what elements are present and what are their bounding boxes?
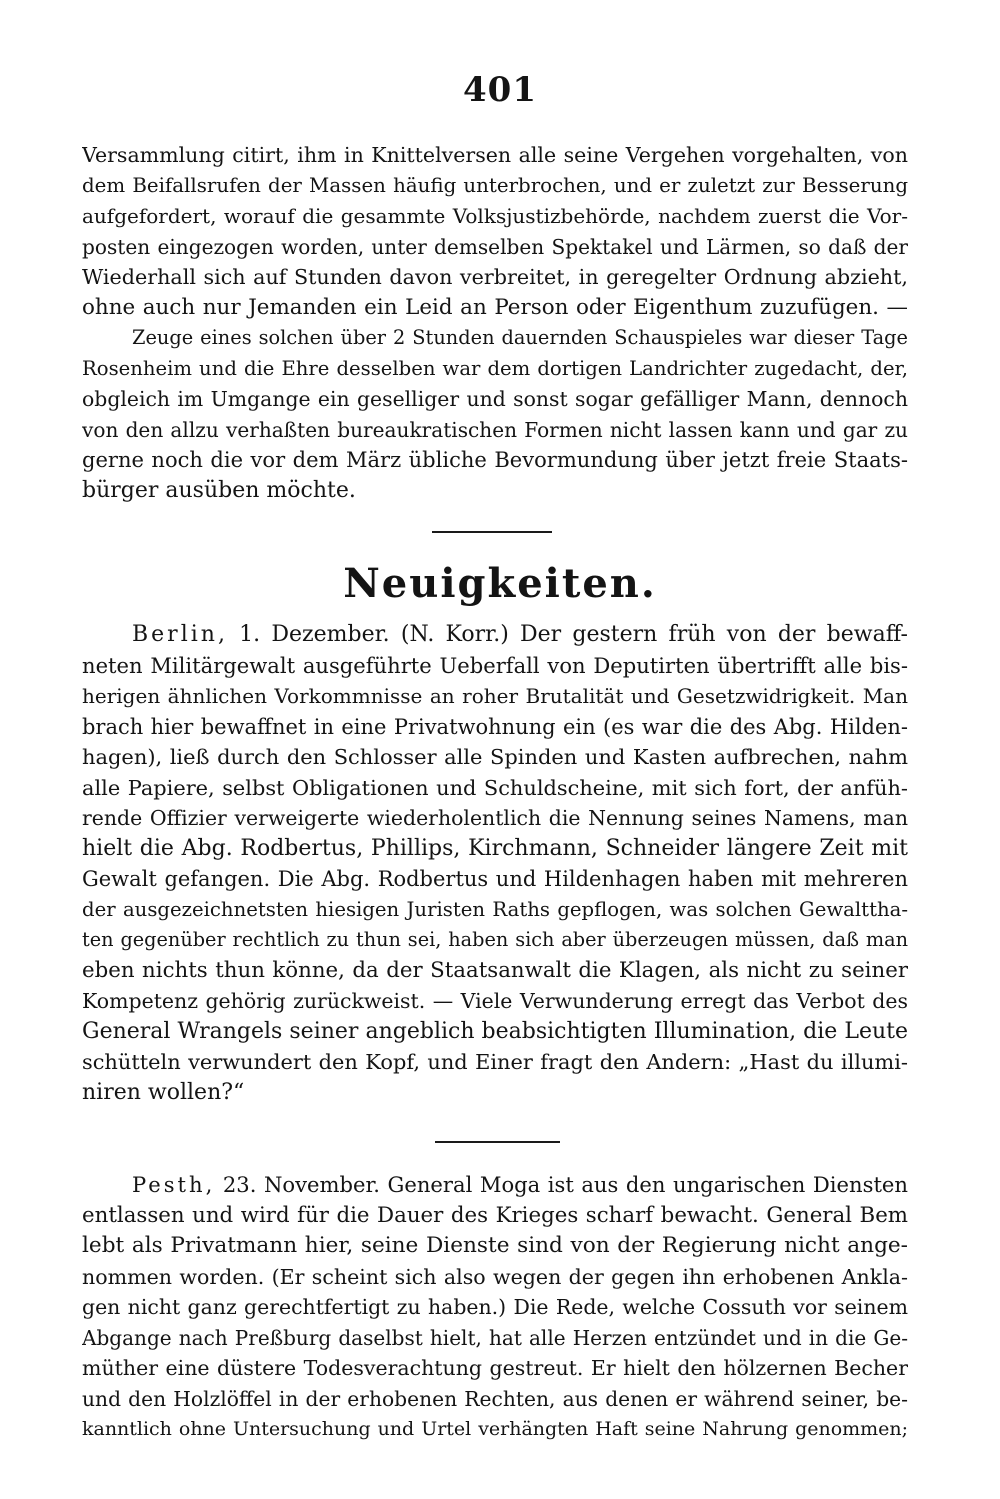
text-line: rende Offizier verweigerte wiederholentlich die Nennung seines Namens, man — [82, 806, 908, 830]
text-line: ohne auch nur Jemanden ein Leid an Person oder Eigenthum zuzufügen. — — [82, 294, 908, 320]
text-line: Kompetenz gehörig zurückweist. — Viele Verwunderung erregt das Verbot des — [82, 989, 908, 1013]
text-line: Zeuge eines solchen über 2 Stunden dauernden Schauspieles war dieser Tage — [132, 326, 908, 349]
paragraph-pesth — [82, 1170, 908, 1445]
text-line: ten gegenüber rechtlich zu thun sei, haben sich aber überzeugen müssen, daß man — [82, 928, 908, 951]
dateline-text: 23. November. General Moga ist aus den ungarischen Diensten — [215, 1172, 908, 1197]
text-line: Gewalt gefangen. Die Abg. Rodbertus und Hildenhagen haben mit mehreren — [82, 867, 908, 891]
text-line: eben nichts thun könne, da der Staatsanwalt die Klagen, als nicht zu seiner — [82, 957, 908, 983]
dateline-text: 1. Dezember. (N. Korr.) Der gestern früh von der bewaff- — [227, 622, 908, 647]
text-line: und den Holzlöffel in der erhobenen Rechten, aus denen er während seiner, be- — [82, 1386, 908, 1411]
text-line: niren wollen?“ — [82, 1079, 245, 1105]
text-line: General Wrangels seiner angeblich beabsichtigten Illumination, die Leute — [82, 1018, 908, 1044]
text-line: posten eingezogen worden, unter demselben Spektakel und Lärmen, so daß der — [82, 234, 908, 259]
paragraph-berlin — [82, 620, 908, 1108]
text-line: Wiederhall sich auf Stunden davon verbreitet, in geregelter Ordnung abzieht, — [82, 265, 908, 289]
section-divider — [432, 531, 552, 533]
text-line: gen nicht ganz gerechtfertigt zu haben.) Die Rede, welche Cossuth vor seinem — [82, 1295, 908, 1319]
text-line: Versammlung citirt, ihm in Knittelversen alle seine Vergehen vorgehalten, von — [82, 143, 908, 167]
dateline-place: Berlin, — [132, 622, 228, 647]
text-line: dem Beifallsrufen der Massen häufig unterbrochen, und er zuletzt zur Besserung — [82, 173, 908, 197]
section-divider — [435, 1141, 560, 1143]
text-line: gerne noch die vor dem März übliche Bevormundung über jetzt freie Staats- — [82, 447, 908, 472]
text-line: hagen), ließ durch den Schlosser alle Spinden und Kasten aufbrechen, nahm — [82, 745, 908, 769]
text-line: hielt die Abg. Rodbertus, Phillips, Kirchmann, Schneider längere Zeit mit — [82, 835, 908, 861]
paragraph-rosenheim — [82, 140, 908, 506]
text-line: nommen worden. (Er scheint sich also wegen der gegen ihn erhobenen Ankla- — [82, 1264, 908, 1289]
dateline-place: Pesth, — [132, 1172, 216, 1197]
text-line: neten Militärgewalt ausgeführte Ueberfall von Deputirten übertrifft alle bis- — [82, 652, 908, 678]
text-line: von den allzu verhaßten bureaukratischen Formen nicht lassen kann und gar zu — [82, 417, 908, 442]
text-line: der ausgezeichnetsten hiesigen Juristen Raths gepflogen, was solchen Gewalttha- — [82, 897, 908, 921]
text-line: obgleich im Umgange ein geselliger und sonst sogar gefälliger Mann, dennoch — [82, 387, 908, 411]
text-line: Rosenheim und die Ehre desselben war dem dortigen Landrichter zugedacht, der, — [82, 356, 908, 380]
text-line: brach hier bewaffnet in eine Privatwohnung ein (es war die des Abg. Hilden- — [82, 714, 908, 739]
text-line — [82, 1170, 908, 1201]
text-line: Abgange nach Preßburg daselbst hielt, hat alle Herzen entzündet und in die Ge- — [82, 1325, 908, 1350]
text-line — [82, 620, 908, 651]
text-line: lebt als Privatmann hier, seine Dienste sind von der Regierung nicht ange- — [82, 1233, 908, 1258]
text-line: alle Papiere, selbst Obligationen und Schuldscheine, mit sich fort, der anfüh- — [82, 775, 908, 800]
page-number: 401 — [463, 70, 537, 110]
text-line: kanntlich ohne Untersuchung und Urtel verhängten Haft seine Nahrung genommen; — [82, 1418, 908, 1440]
text-line: aufgefordert, worauf die gesammte Volksjustizbehörde, nachdem zuerst die Vor- — [82, 204, 908, 228]
text-line: müther eine düstere Todesverachtung gestreut. Er hielt den hölzernen Becher — [82, 1356, 908, 1380]
section-heading: Neuigkeiten. — [343, 560, 657, 607]
text-line: herigen ähnlichen Vorkommnisse an roher Brutalität und Gesetzwidrigkeit. Man — [82, 684, 908, 708]
text-line: schütteln verwundert den Kopf, und Einer fragt den Andern: „Hast du illumi- — [82, 1050, 908, 1074]
text-line: entlassen und wird für die Dauer des Krieges scharf bewacht. General Bem — [82, 1202, 908, 1228]
text-line: bürger ausüben möchte. — [82, 477, 356, 503]
